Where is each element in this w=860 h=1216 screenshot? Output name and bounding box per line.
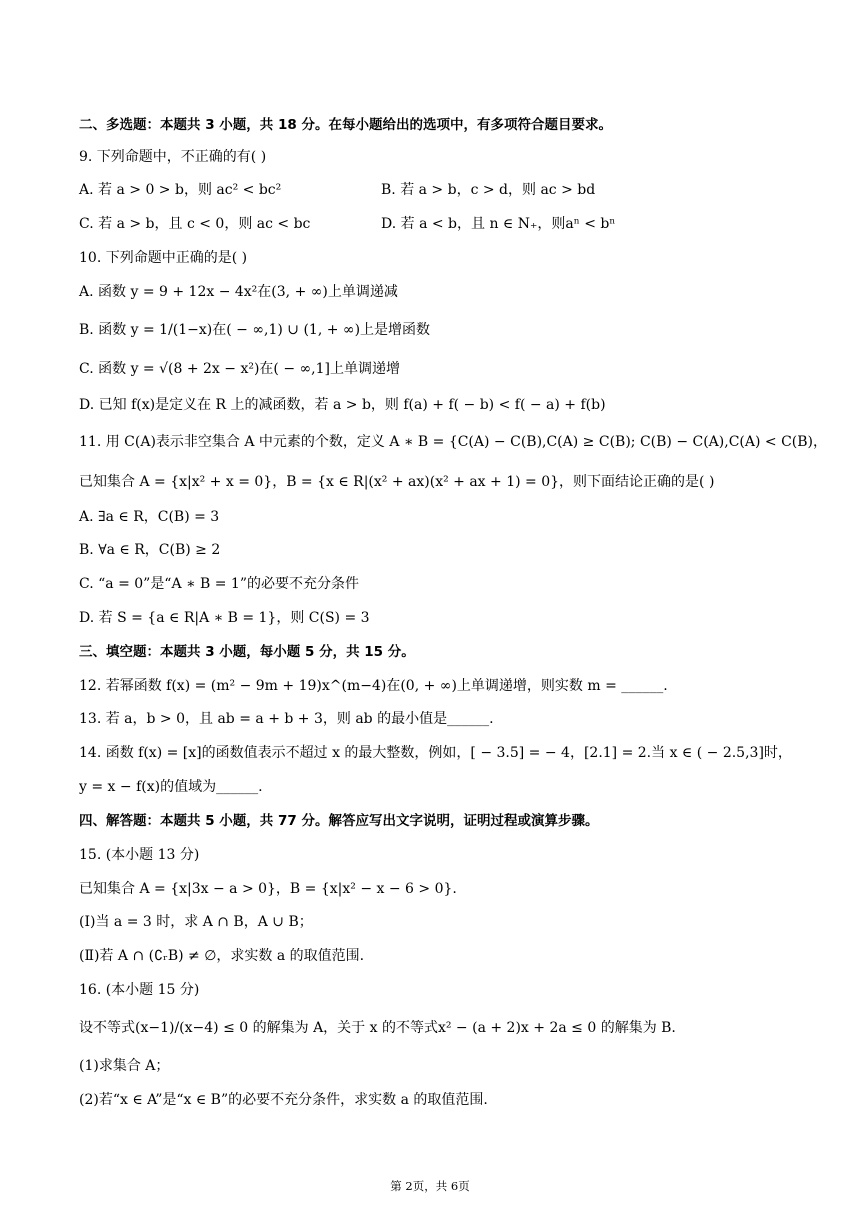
question-11-option-b: B. ∀a ∈ R，C(B) ≥ 2 — [79, 542, 221, 558]
question-15-part-1: (Ⅰ)当 a = 3 时，求 A ∩ B，A ∪ B； — [79, 914, 313, 930]
question-11-option-c: C. “a = 0”是“A ∗ B = 1”的必要不充分条件 — [79, 576, 359, 592]
question-9-option-d: D. 若 a < b，且 n ∈ N₊，则aⁿ < bⁿ — [381, 216, 616, 232]
question-15-part-2: (Ⅱ)若 A ∩ (∁ᵣB) ≠ ∅，求实数 a 的取值范围. — [79, 948, 365, 964]
question-15-stem: 已知集合 A = {x|3x − a > 0}，B = {x|x² − x − 6 > 0}. — [79, 881, 457, 897]
question-15-title: 15. (本小题 13 分) — [79, 847, 200, 863]
question-10-option-d: D. 已知 f(x)是定义在 R 上的减函数，若 a > b，则 f(a) + f( − b) < f( − a) + f(b) — [79, 397, 606, 413]
question-11-option-a: A. ∃a ∈ R，C(B) = 3 — [79, 509, 220, 525]
question-9-stem: 9. 下列命题中，不正确的有( ) — [79, 149, 267, 165]
question-10-option-a: A. 函数 y = 9 + 12x − 4x²在(3, + ∞)上单调递减 — [79, 284, 398, 300]
question-12: 12. 若幂函数 f(x) = (m² − 9m + 19)x^(m−4)在(0, + ∞)上单调递增，则实数 m = ______. — [79, 678, 668, 694]
section-heading-multiple-choice: 二、多选题：本题共 3 小题，共 18 分。在每小题给出的选项中，有多项符合题目要求。 — [79, 117, 612, 133]
question-14-continued: y = x − f(x)的值域为______. — [79, 779, 263, 795]
question-16-stem: 设不等式(x−1)/(x−4) ≤ 0 的解集为 A，关于 x 的不等式x² − (a + 2)x + 2a ≤ 0 的解集为 B. — [79, 1020, 676, 1036]
question-11-stem: 11. 用 C(A)表示非空集合 A 中元素的个数，定义 A ∗ B = {C(A) − C(B),C(A) ≥ C(B); C(B) − C(A),C(A) < C(B)， — [79, 434, 827, 450]
question-16-title: 16. (本小题 15 分) — [79, 982, 200, 998]
question-9-option-b: B. 若 a > b，c > d，则 ac > bd — [381, 182, 596, 198]
question-9-option-c: C. 若 a > b，且 c < 0，则 ac < bc — [79, 216, 311, 232]
question-10-option-b: B. 函数 y = 1/(1−x)在( − ∞,1) ∪ (1, + ∞)上是增函数 — [79, 322, 431, 338]
section-heading-fill-in: 三、填空题：本题共 3 小题，每小题 5 分，共 15 分。 — [79, 644, 415, 660]
question-14: 14. 函数 f(x) = [x]的函数值表示不超过 x 的最大整数，例如，[ − 3.5] = − 4，[2.1] = 2.当 x ∈ ( − 2.5,3]时， — [79, 745, 792, 761]
page-footer: 第 2页，共 6页 — [390, 1179, 470, 1193]
question-16-part-1: (1)求集合 A； — [79, 1058, 170, 1074]
question-10-stem: 10. 下列命题中正确的是( ) — [79, 250, 248, 266]
question-16-part-2: (2)若“x ∈ A”是“x ∈ B”的必要不充分条件，求实数 a 的取值范围. — [79, 1092, 488, 1108]
question-13: 13. 若 a，b > 0，且 ab = a + b + 3，则 ab 的最小值是______. — [79, 711, 494, 727]
question-9-option-a: A. 若 a > 0 > b，则 ac² < bc² — [79, 182, 282, 198]
section-heading-solutions: 四、解答题：本题共 5 小题，共 77 分。解答应写出文字说明，证明过程或演算步骤。 — [79, 813, 599, 829]
question-11-option-d: D. 若 S = {a ∈ R|A ∗ B = 1}，则 C(S) = 3 — [79, 610, 370, 626]
question-10-option-c: C. 函数 y = √(8 + 2x − x²)在( − ∞,1]上单调递增 — [79, 361, 401, 377]
question-11-stem-continued: 已知集合 A = {x|x² + x = 0}，B = {x ∈ R|(x² + ax)(x² + ax + 1) = 0}，则下面结论正确的是( ) — [79, 474, 715, 490]
